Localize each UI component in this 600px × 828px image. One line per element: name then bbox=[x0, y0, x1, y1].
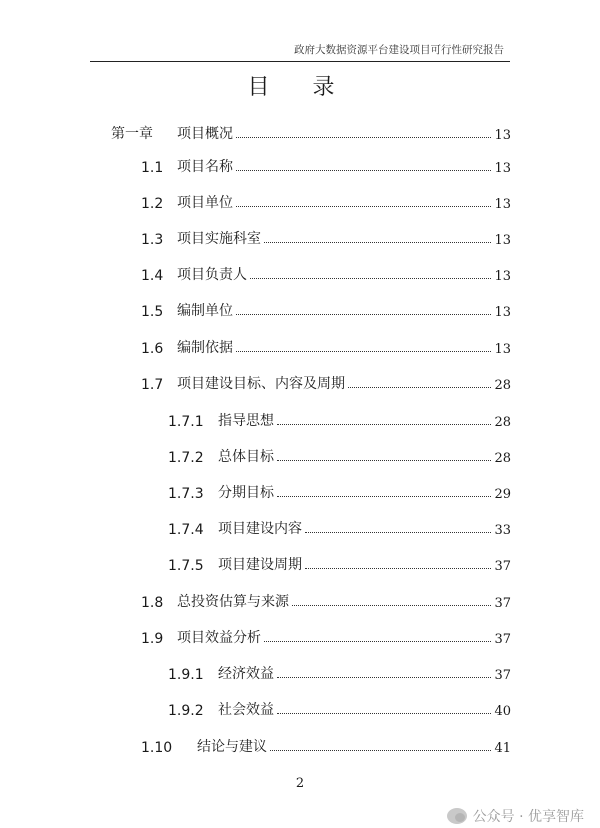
dot-leader bbox=[236, 313, 491, 315]
toc-entry-number: 1.6 bbox=[141, 341, 164, 357]
toc-entry-page: 40 bbox=[494, 704, 511, 719]
watermark bbox=[447, 806, 584, 826]
dot-leader bbox=[277, 676, 491, 678]
toc-entry-1-5[interactable] bbox=[141, 298, 511, 320]
dot-leader bbox=[277, 712, 491, 714]
dot-leader bbox=[264, 241, 491, 243]
toc-entry-number: 1.10 bbox=[141, 740, 173, 756]
toc-title: 目 录 bbox=[247, 75, 353, 100]
toc-entry-page: 13 bbox=[494, 128, 511, 143]
toc-entry-number: 1.7.4 bbox=[168, 522, 204, 538]
dot-leader bbox=[236, 136, 491, 138]
toc-entry-label: 指导思想 bbox=[218, 413, 274, 429]
toc-entry-page: 37 bbox=[494, 632, 511, 647]
toc-entry-label: 项目单位 bbox=[177, 195, 233, 211]
toc-entry-number: 1.5 bbox=[141, 304, 164, 320]
toc-entry-label: 总体目标 bbox=[218, 449, 274, 465]
dot-leader bbox=[250, 277, 491, 279]
toc-entry-label: 项目概况 bbox=[177, 126, 233, 142]
toc-entry-number: 1.7.3 bbox=[168, 486, 204, 502]
dot-leader bbox=[236, 350, 491, 352]
toc-entry-1-9-2[interactable] bbox=[168, 697, 511, 719]
toc-entry-page: 13 bbox=[494, 197, 511, 212]
toc-entry-1-7-3[interactable] bbox=[168, 480, 511, 502]
toc-entry-number: 1.8 bbox=[141, 595, 164, 611]
toc-entry-page: 13 bbox=[494, 342, 511, 357]
dot-leader bbox=[277, 459, 491, 461]
toc-entry-1-7[interactable] bbox=[141, 371, 511, 393]
toc-entry-page: 29 bbox=[494, 487, 511, 502]
toc-entry-1-1[interactable] bbox=[141, 154, 511, 176]
toc-entry-1-7-1[interactable] bbox=[168, 408, 511, 430]
toc-entry-number: 1.7.5 bbox=[168, 558, 204, 574]
toc-entry-number: 1.9 bbox=[141, 631, 164, 647]
toc-entry-page: 28 bbox=[494, 415, 511, 430]
toc-entry-page: 13 bbox=[494, 269, 511, 284]
toc-entry-number: 1.7 bbox=[141, 377, 164, 393]
toc-entry-label: 社会效益 bbox=[218, 702, 274, 718]
toc-entry-label: 编制单位 bbox=[177, 303, 233, 319]
toc-entry-1-2[interactable] bbox=[141, 190, 511, 212]
toc-entry-number: 第一章 bbox=[111, 126, 153, 142]
toc-entry-number: 1.2 bbox=[141, 196, 164, 212]
toc-entry-number: 1.3 bbox=[141, 232, 164, 248]
toc-entry-page: 37 bbox=[494, 668, 511, 683]
toc-entry-1-7-4[interactable] bbox=[168, 516, 511, 538]
toc-entry-1-10[interactable] bbox=[141, 734, 511, 756]
toc-entry-1-4[interactable] bbox=[141, 262, 511, 284]
dot-leader bbox=[292, 604, 491, 606]
toc-entry-1-7-2[interactable] bbox=[168, 444, 511, 466]
page-number: 2 bbox=[295, 776, 305, 791]
toc-entry-page: 13 bbox=[494, 161, 511, 176]
toc-entry-label: 项目名称 bbox=[177, 159, 233, 175]
toc-entry-1-9-1[interactable] bbox=[168, 661, 511, 683]
toc-entry-label: 项目实施科室 bbox=[177, 231, 261, 247]
toc-entry-page: 28 bbox=[494, 451, 511, 466]
toc-entry-number: 1.7.2 bbox=[168, 450, 204, 466]
toc-entry-1-7-5[interactable] bbox=[168, 552, 511, 574]
toc-entry-page: 41 bbox=[494, 741, 511, 756]
running-header: 政府大数据资源平台建设项目可行性研究报告 bbox=[294, 44, 504, 56]
toc-entry-label: 项目负责人 bbox=[177, 267, 247, 283]
dot-leader bbox=[236, 205, 491, 207]
toc-entry-chapter-1[interactable] bbox=[111, 121, 511, 143]
toc-entry-page: 13 bbox=[494, 233, 511, 248]
toc-entry-number: 1.9.2 bbox=[168, 703, 204, 719]
toc-entry-page: 37 bbox=[494, 559, 511, 574]
watermark-text: 公众号 · 优享智库 bbox=[472, 809, 584, 825]
toc-entry-1-9[interactable] bbox=[141, 625, 511, 647]
toc-entry-number: 1.9.1 bbox=[168, 667, 204, 683]
toc-entry-number: 1.4 bbox=[141, 268, 164, 284]
dot-leader bbox=[305, 567, 491, 569]
toc-entry-number: 1.7.1 bbox=[168, 414, 204, 430]
toc-entry-label: 结论与建议 bbox=[197, 739, 267, 755]
toc-entry-page: 33 bbox=[494, 523, 511, 538]
dot-leader bbox=[236, 169, 491, 171]
toc-entry-label: 总投资估算与来源 bbox=[177, 594, 289, 610]
toc-entry-label: 编制依据 bbox=[177, 340, 233, 356]
dot-leader bbox=[277, 423, 491, 425]
toc-entry-page: 13 bbox=[494, 305, 511, 320]
dot-leader bbox=[305, 531, 491, 533]
dot-leader bbox=[270, 749, 491, 751]
wechat-icon bbox=[447, 808, 467, 824]
toc-entry-1-6[interactable] bbox=[141, 335, 511, 357]
dot-leader bbox=[264, 640, 491, 642]
toc-entry-label: 项目建设目标、内容及周期 bbox=[177, 376, 345, 392]
toc-entry-label: 项目建设周期 bbox=[218, 557, 302, 573]
toc-entry-number: 1.1 bbox=[141, 160, 164, 176]
toc-entry-1-8[interactable] bbox=[141, 589, 511, 611]
header-rule bbox=[90, 61, 510, 62]
toc-entry-label: 分期目标 bbox=[218, 485, 274, 501]
dot-leader bbox=[348, 386, 491, 388]
toc-entry-label: 经济效益 bbox=[218, 666, 274, 682]
toc-entry-page: 28 bbox=[494, 378, 511, 393]
toc-entry-1-3[interactable] bbox=[141, 226, 511, 248]
dot-leader bbox=[277, 495, 491, 497]
toc-entry-page: 37 bbox=[494, 596, 511, 611]
toc-entry-label: 项目效益分析 bbox=[177, 630, 261, 646]
toc-entry-label: 项目建设内容 bbox=[218, 521, 302, 537]
